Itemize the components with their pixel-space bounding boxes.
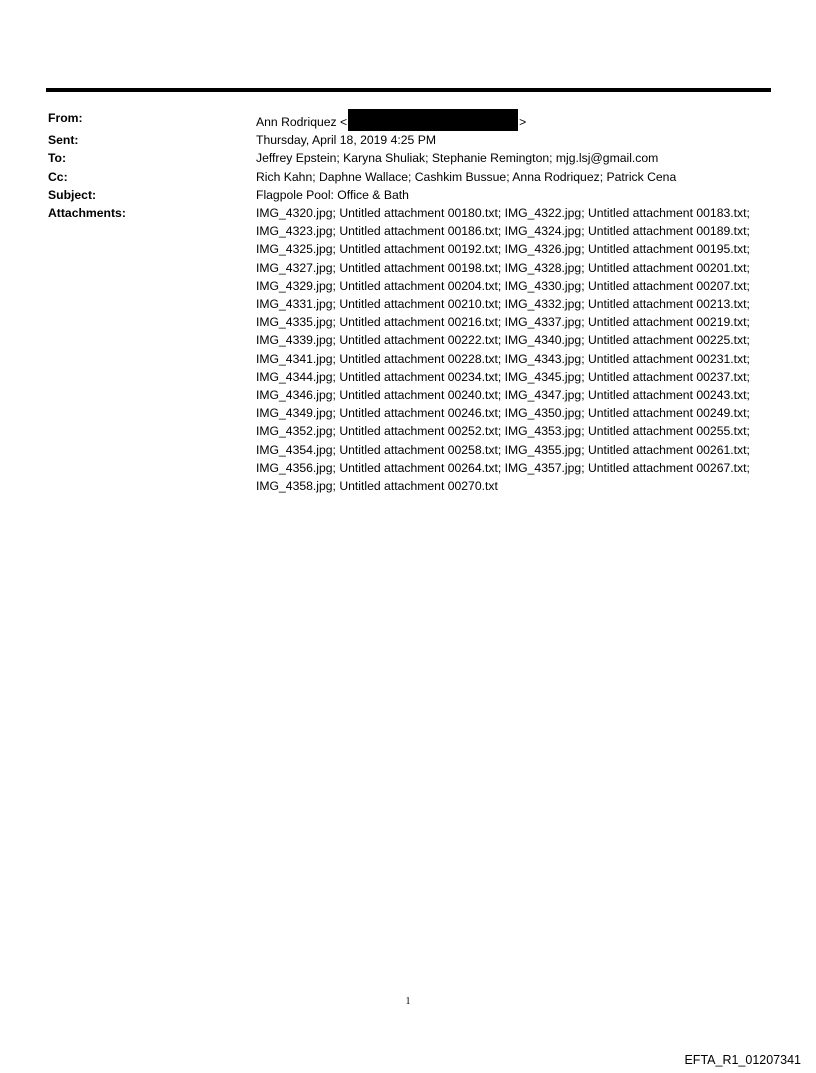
from-name: Ann Rodriquez < xyxy=(256,115,348,129)
subject-row xyxy=(48,186,772,204)
cc-value: Rich Kahn; Daphne Wallace; Cashkim Bussue; Anna Rodriquez; Patrick Cena xyxy=(256,169,677,184)
header-rule xyxy=(46,88,771,92)
attachments-row xyxy=(48,204,772,495)
attachments-value: IMG_4320.jpg; Untitled attachment 00180.txt; IMG_4322.jpg; Untitled attachment 00183.txt; IMG_4323.jpg; Untitled attachment 00186.txt; IMG_4324.jpg; Untitled attachment 00189.txt; IMG_4325.jpg; Untitled attachment 00192.txt; IMG_4326.jpg; Untitled attachment 00195.txt; IMG_4327.jpg; Untitled attachment 00198.txt; IMG_4328.jpg; Untitled attachment 00201.txt; IMG_4329.jpg; Untitled attachment 00204.txt; IMG_4330.jpg; Untitled attachment 00207.txt; IMG_4331.jpg; Untitled attachment 00210.txt; IMG_4332.jpg; Untitled attachment 00213.txt; IMG_4335.jpg; Untitled attachment 00216.txt; IMG_4337.jpg; Untitled attachment 00219.txt; IMG_4339.jpg; Untitled attachment 00222.txt; IMG_4340.jpg; Untitled attachment 00225.txt; IMG_4341.jpg; Untitled attachment 00228.txt; IMG_4343.jpg; Untitled attachment 00231.txt; IMG_4344.jpg; Untitled attachment 00234.txt; IMG_4345.jpg; Untitled attachment 00237.txt; IMG_4346.jpg; Untitled attachment 00240.txt; IMG_4347.jpg; Untitled attachment 00243.txt; IMG_4349.jpg; Untitled attachment 00246.txt; IMG_4350.jpg; Untitled attachment 00249.txt; IMG_4352.jpg; Untitled attachment 00252.txt; IMG_4353.jpg; Untitled attachment 00255.txt; IMG_4354.jpg; Untitled attachment 00258.txt; IMG_4355.jpg; Untitled attachment 00261.txt; IMG_4356.jpg; Untitled attachment 00264.txt; IMG_4357.jpg; Untitled attachment 00267.txt; IMG_4358.jpg; Untitled attachment 00270.txt xyxy=(256,206,750,494)
from-close: > xyxy=(519,115,527,129)
to-label: To: xyxy=(48,151,67,166)
to-row xyxy=(48,149,772,167)
subject-value: Flagpole Pool: Office & Bath xyxy=(256,187,409,202)
cc-row xyxy=(48,168,772,186)
redaction-box xyxy=(348,109,518,131)
attachments-label: Attachments: xyxy=(48,206,126,221)
subject-label: Subject: xyxy=(48,187,97,202)
email-header xyxy=(48,109,772,495)
from-value xyxy=(256,109,772,131)
sent-value: Thursday, April 18, 2019 4:25 PM xyxy=(256,133,436,148)
to-value: Jeffrey Epstein; Karyna Shuliak; Stephanie Remington; mjg.lsj@gmail.com xyxy=(256,151,659,166)
cc-label: Cc: xyxy=(48,169,68,184)
bates-number: EFTA_R1_01207341 xyxy=(684,1053,801,1067)
from-label: From: xyxy=(48,111,83,125)
from-row xyxy=(48,109,772,131)
page-number: 1 xyxy=(405,996,411,1007)
sent-label: Sent: xyxy=(48,133,79,148)
sent-row xyxy=(48,131,772,149)
